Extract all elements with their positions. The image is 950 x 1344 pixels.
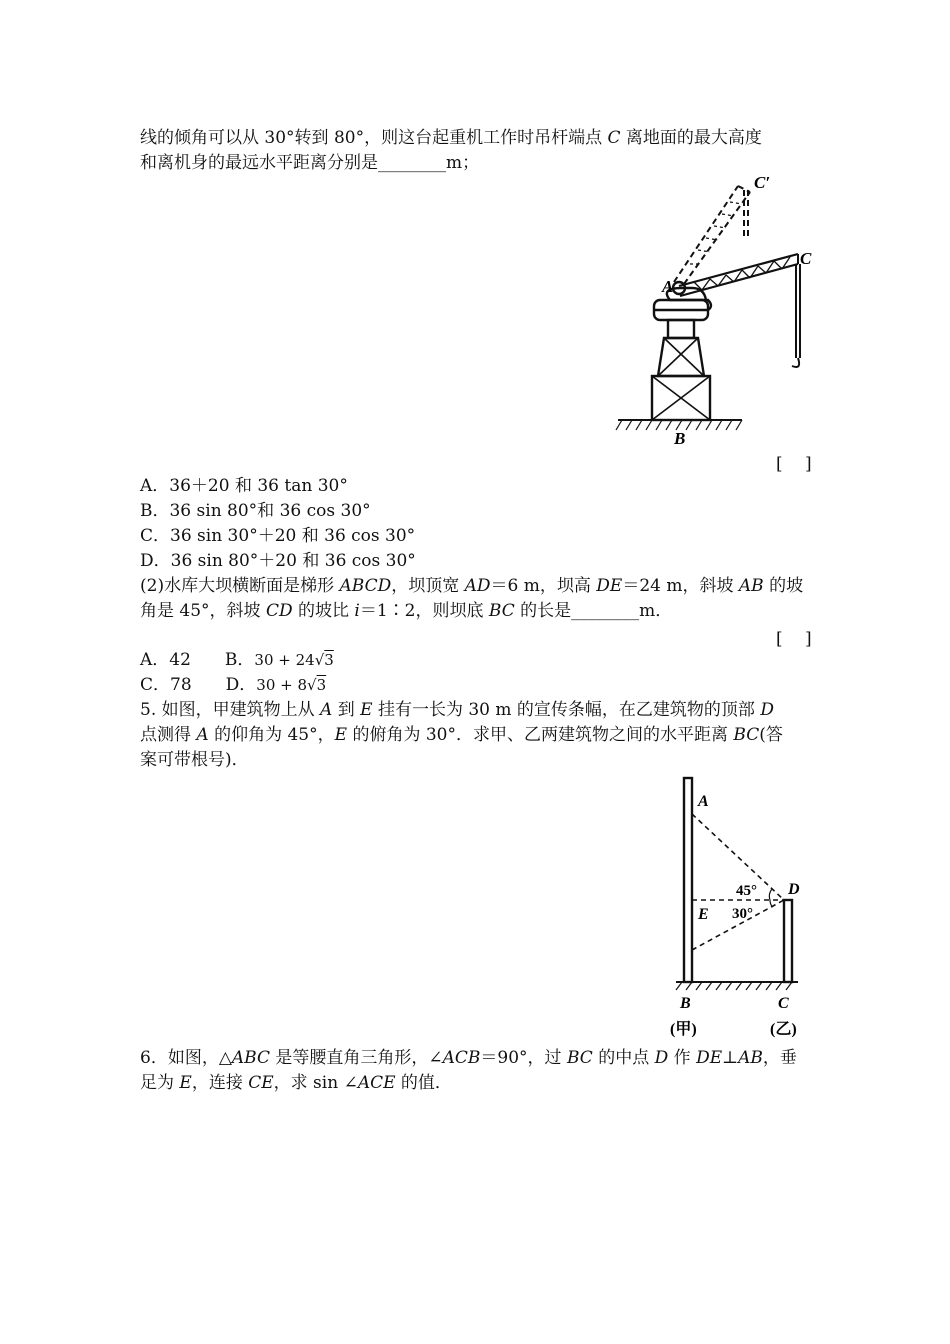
label-d: D	[788, 881, 800, 898]
buildings-figure	[660, 772, 820, 1042]
label-a2: A	[698, 793, 709, 810]
label-e: E	[698, 906, 709, 923]
q2-option-a: A．42	[140, 650, 191, 670]
label-a: A	[662, 277, 674, 296]
q1-option-d: D．36 sin 80°＋20 和 36 cos 30°	[140, 551, 416, 571]
q2-option-d-expr: 30 + 8√3	[256, 676, 327, 694]
q2-options-row2	[140, 673, 812, 697]
q5-text-line3: 案可带根号)．	[140, 750, 249, 770]
label-b: B	[674, 429, 686, 448]
q1-text-line1: 线的倾角可以从 30°转到 80°，则这台起重机工作时吊杆端点 C 离地面的最大高度	[140, 128, 762, 148]
label-jia: (甲)	[670, 1021, 697, 1038]
q1-text-line2: 和离机身的最远水平距离分别是________m；	[140, 153, 480, 173]
q2-option-b: B．	[224, 650, 255, 670]
label-c-prime: C′	[754, 173, 771, 192]
q1-option-b: B．36 sin 80°和 36 cos 30°	[140, 501, 371, 521]
q2-options-row1	[140, 648, 812, 672]
q2-option-d: D．	[225, 675, 257, 695]
label-c2: C	[778, 995, 789, 1012]
q5-text-line1: 5. 如图，甲建筑物上从 A 到 E 挂有一长为 30 m 的宣传条幅，在乙建筑物的顶部 D	[140, 700, 774, 720]
answer-bracket-1: [ ]	[776, 454, 812, 474]
q6-text-line1: 6．如图，△ABC 是等腰直角三角形，∠ACB＝90°，过 BC 的中点 D 作 DE⊥AB，垂	[140, 1048, 797, 1068]
q2-option-c: C．78	[140, 675, 192, 695]
q2-option-b-expr: 30 + 24√3	[254, 651, 334, 669]
label-yi: (乙)	[770, 1021, 797, 1038]
q1-option-a: A．36＋20 和 36 tan 30°	[140, 476, 348, 496]
q2-text-line2: 角是 45°，斜坡 CD 的坡比 i＝1∶2，则坝底 BC 的长是________m．	[140, 601, 673, 621]
crane-figure	[610, 168, 820, 448]
q1-option-c: C．36 sin 30°＋20 和 36 cos 30°	[140, 526, 416, 546]
label-c: C	[800, 249, 812, 268]
answer-bracket-2: [ ]	[776, 629, 812, 649]
label-angle-45: 45°	[736, 883, 757, 899]
q2-text-line1: (2)水库大坝横断面是梯形 ABCD，坝顶宽 AD＝6 m，坝高 DE＝24 m，斜坡 AB 的坡	[140, 576, 804, 596]
q5-text-line2: 点测得 A 的仰角为 45°，E 的俯角为 30°．求甲、乙两建筑物之间的水平距离 BC(答	[140, 725, 783, 745]
label-angle-30: 30°	[732, 906, 753, 922]
label-b2: B	[680, 995, 691, 1012]
q6-text-line2: 足为 E，连接 CE，求 sin ∠ACE 的值．	[140, 1073, 452, 1093]
